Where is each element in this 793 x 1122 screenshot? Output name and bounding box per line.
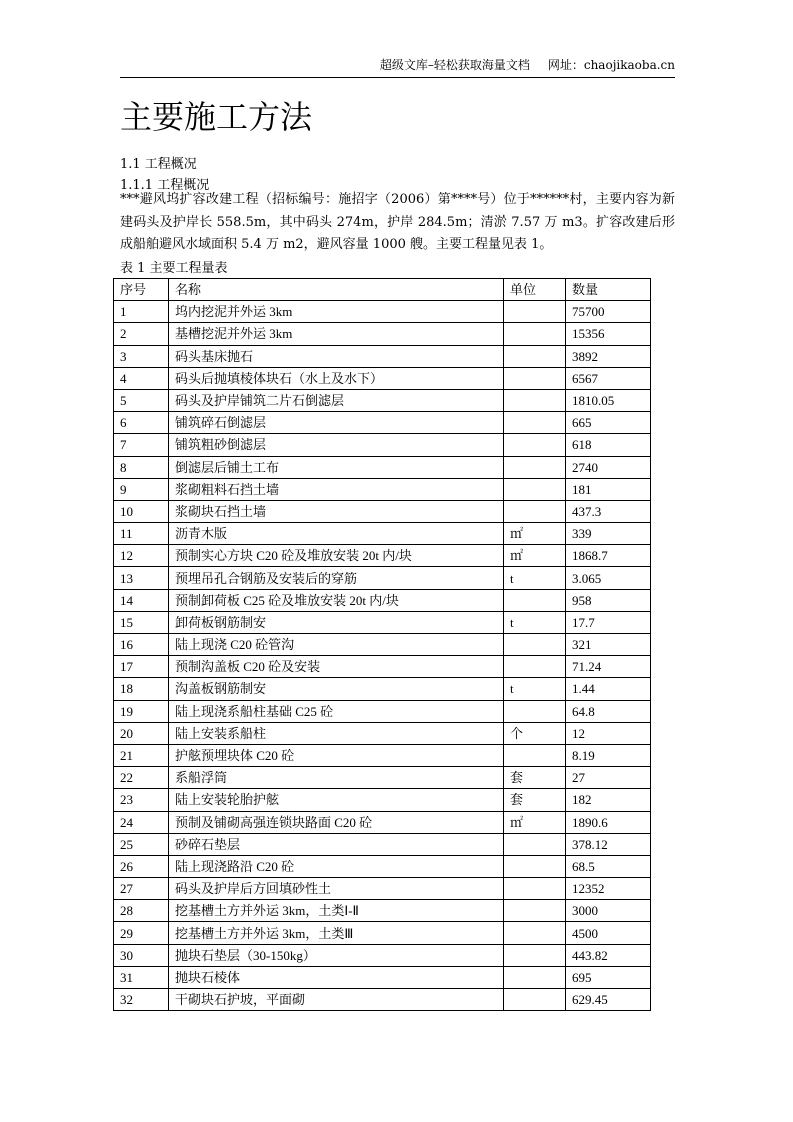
unit-cell [504,345,566,367]
item-name-cell: 浆砌粗料石挡土墙 [169,478,504,500]
quantity-cell: 321 [566,634,651,656]
item-name-cell: 铺筑粗砂倒滤层 [169,434,504,456]
row-number-cell: 22 [114,767,169,789]
item-name-cell: 坞内挖泥并外运 3km [169,301,504,323]
quantity-cell: 1868.7 [566,545,651,567]
table-row [114,478,651,500]
unit-cell [504,500,566,522]
table-row [114,456,651,478]
quantity-cell: 12 [566,722,651,744]
row-number-cell: 21 [114,744,169,766]
table-row [114,345,651,367]
row-number-cell: 9 [114,478,169,500]
row-number-cell: 30 [114,944,169,966]
row-number-cell: 12 [114,545,169,567]
table-row [114,966,651,988]
quantity-cell: 8.19 [566,744,651,766]
item-name-cell: 预制卸荷板 C25 砼及堆放安装 20t 内/块 [169,589,504,611]
unit-cell: t [504,678,566,700]
table-row [114,434,651,456]
unit-cell [504,989,566,1011]
table-row [114,922,651,944]
quantity-cell: 71.24 [566,656,651,678]
row-number-cell: 31 [114,966,169,988]
table-row [114,855,651,877]
item-name-cell: 码头基床抛石 [169,345,504,367]
quantity-cell: 3.065 [566,567,651,589]
table-row [114,389,651,411]
unit-cell [504,855,566,877]
row-number-cell: 6 [114,412,169,434]
quantity-cell: 1890.6 [566,811,651,833]
table-row [114,722,651,744]
unit-cell: 套 [504,767,566,789]
table-row [114,523,651,545]
row-number-cell: 7 [114,434,169,456]
header-url: 网址：chaojikaoba.cn [547,58,675,72]
row-number-cell: 15 [114,611,169,633]
item-name-cell: 码头及护岸后方回填砂性土 [169,878,504,900]
unit-cell: 个 [504,722,566,744]
row-number-cell: 19 [114,700,169,722]
item-name-cell: 铺筑碎石倒滤层 [169,412,504,434]
quantity-cell: 64.8 [566,700,651,722]
unit-cell [504,589,566,611]
quantity-cell: 958 [566,589,651,611]
table-row [114,634,651,656]
row-number-cell: 10 [114,500,169,522]
table-row [114,767,651,789]
quantity-cell: 6567 [566,367,651,389]
table-row [114,589,651,611]
row-number-cell: 1 [114,301,169,323]
item-name-cell: 抛块石垫层（30-150kg） [169,944,504,966]
table-row [114,878,651,900]
unit-cell [504,700,566,722]
row-number-cell: 8 [114,456,169,478]
quantity-cell: 15356 [566,323,651,345]
overview-paragraph: ***避风坞扩容改建工程（招标编号：施招字（2006）第****号）位于******村，主要内容为新建码头及护岸长 558.5m，其中码头 274m，护岸 284.5m；清淤 7.57 万 m3。扩容改建后形成船舶避风水域面积 5.4 万 m2，避风容量 1000 艘。主要工程量见表 1。 [120,192,675,252]
table-row [114,412,651,434]
unit-cell [504,367,566,389]
unit-cell [504,323,566,345]
row-number-cell: 14 [114,589,169,611]
quantity-cell: 378.12 [566,833,651,855]
row-number-cell: 20 [114,722,169,744]
quantity-cell: 181 [566,478,651,500]
unit-cell [504,966,566,988]
table-row [114,744,651,766]
unit-cell: t [504,611,566,633]
item-name-cell: 陆上安装轮胎护舷 [169,789,504,811]
table-row [114,323,651,345]
item-name-cell: 沥青木版 [169,523,504,545]
item-name-cell: 砂碎石垫层 [169,833,504,855]
row-number-cell: 16 [114,634,169,656]
unit-cell [504,744,566,766]
table-header-row [114,279,651,301]
table-row [114,367,651,389]
header-cell: 名称 [169,279,504,301]
item-name-cell: 倒滤层后铺土工布 [169,456,504,478]
unit-cell [504,833,566,855]
subsection-heading: 1.1.1 工程概况 [120,178,210,193]
row-number-cell: 13 [114,567,169,589]
item-name-cell: 预制沟盖板 C20 砼及安装 [169,656,504,678]
quantity-cell: 2740 [566,456,651,478]
item-name-cell: 沟盖板钢筋制安 [169,678,504,700]
header-site: 超级文库–轻松获取海量文档 [379,58,530,72]
unit-cell [504,878,566,900]
row-number-cell: 11 [114,523,169,545]
quantity-cell: 182 [566,789,651,811]
table-row [114,567,651,589]
unit-cell [504,389,566,411]
quantity-cell: 17.7 [566,611,651,633]
unit-cell [504,634,566,656]
table-row [114,611,651,633]
item-name-cell: 陆上安装系船柱 [169,722,504,744]
header-cell: 序号 [114,279,169,301]
row-number-cell: 26 [114,855,169,877]
item-name-cell: 护舷预埋块体 C20 砼 [169,744,504,766]
quantity-cell: 665 [566,412,651,434]
unit-cell [504,301,566,323]
header-cell: 数量 [566,279,651,301]
item-name-cell: 干砌块石护坡，平面砌 [169,989,504,1011]
item-name-cell: 基槽挖泥并外运 3km [169,323,504,345]
item-name-cell: 码头及护岸铺筑二片石倒滤层 [169,389,504,411]
item-name-cell: 挖基槽土方并外运 3km，土类Ⅰ-Ⅱ [169,900,504,922]
page-title: 主要施工方法 [120,98,313,136]
quantity-cell: 4500 [566,922,651,944]
quantity-cell: 1.44 [566,678,651,700]
row-number-cell: 32 [114,989,169,1011]
header-cell: 单位 [504,279,566,301]
quantity-cell: 437.3 [566,500,651,522]
unit-cell: 套 [504,789,566,811]
page-header [120,56,675,78]
quantity-cell: 68.5 [566,855,651,877]
item-name-cell: 陆上现浇系船柱基础 C25 砼 [169,700,504,722]
row-number-cell: 4 [114,367,169,389]
row-number-cell: 27 [114,878,169,900]
table-caption: 表 1 主要工程量表 [120,261,228,276]
table-row [114,656,651,678]
row-number-cell: 25 [114,833,169,855]
table-row [114,789,651,811]
row-number-cell: 28 [114,900,169,922]
table-row [114,545,651,567]
quantity-cell: 618 [566,434,651,456]
unit-cell [504,478,566,500]
unit-cell [504,412,566,434]
quantity-cell: 27 [566,767,651,789]
unit-cell [504,922,566,944]
item-name-cell: 码头后抛填棱体块石（水上及水下） [169,367,504,389]
row-number-cell: 2 [114,323,169,345]
quantity-cell: 629.45 [566,989,651,1011]
row-number-cell: 29 [114,922,169,944]
table-row [114,811,651,833]
unit-cell: ㎡ [504,545,566,567]
row-number-cell: 17 [114,656,169,678]
quantity-cell: 339 [566,523,651,545]
item-name-cell: 预制实心方块 C20 砼及堆放安装 20t 内/块 [169,545,504,567]
quantity-cell: 3000 [566,900,651,922]
row-number-cell: 24 [114,811,169,833]
table-row [114,989,651,1011]
unit-cell [504,656,566,678]
item-name-cell: 抛块石棱体 [169,966,504,988]
row-number-cell: 23 [114,789,169,811]
quantity-cell: 3892 [566,345,651,367]
table-row [114,700,651,722]
unit-cell [504,944,566,966]
item-name-cell: 预制及铺砌高强连锁块路面 C20 砼 [169,811,504,833]
unit-cell: ㎡ [504,523,566,545]
quantity-cell: 75700 [566,301,651,323]
item-name-cell: 系船浮筒 [169,767,504,789]
table-row [114,900,651,922]
item-name-cell: 预埋吊孔合钢筋及安装后的穿筋 [169,567,504,589]
quantity-table [113,278,651,1011]
item-name-cell: 陆上现浇路沿 C20 砼 [169,855,504,877]
row-number-cell: 18 [114,678,169,700]
table-row [114,500,651,522]
unit-cell [504,434,566,456]
quantity-cell: 695 [566,966,651,988]
row-number-cell: 3 [114,345,169,367]
unit-cell: t [504,567,566,589]
section-heading: 1.1 工程概况 [120,157,197,172]
quantity-cell: 12352 [566,878,651,900]
quantity-cell: 443.82 [566,944,651,966]
row-number-cell: 5 [114,389,169,411]
unit-cell [504,900,566,922]
table-row [114,301,651,323]
unit-cell [504,456,566,478]
table-row [114,833,651,855]
item-name-cell: 卸荷板钢筋制安 [169,611,504,633]
quantity-cell: 1810.05 [566,389,651,411]
unit-cell: ㎡ [504,811,566,833]
table-row [114,678,651,700]
item-name-cell: 挖基槽土方并外运 3km，土类Ⅲ [169,922,504,944]
item-name-cell: 浆砌块石挡土墙 [169,500,504,522]
table-row [114,944,651,966]
item-name-cell: 陆上现浇 C20 砼管沟 [169,634,504,656]
